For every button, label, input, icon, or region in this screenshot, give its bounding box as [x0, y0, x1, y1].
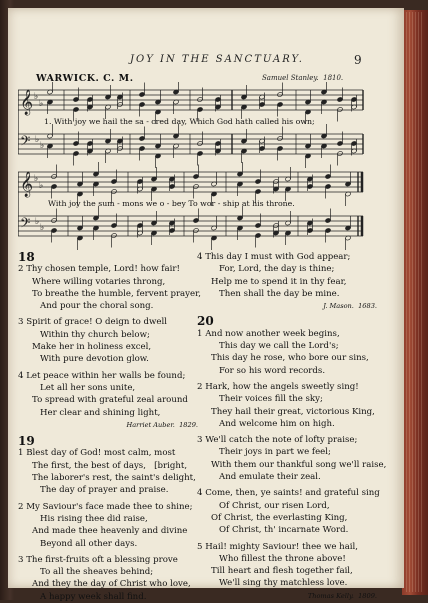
verse-line: Who fillest the throne above! — [219, 553, 346, 564]
verse-line: And welcome him on high. — [219, 418, 335, 429]
treble-clef-icon: 𝄞 — [20, 90, 34, 115]
music-score — [18, 82, 368, 250]
verse-line: 2 My Saviour's face made thee to shine; — [18, 501, 193, 512]
hymn-number-20: 20 — [197, 314, 214, 329]
verse-line: With them our thankful song we'll raise, — [211, 459, 387, 470]
lyric-line-2: With joy the sum - mons we o - bey To wor - ship at his throne. — [48, 199, 295, 208]
verse-line: Where willing votaries throng, — [32, 276, 166, 287]
author-attribution: J. Mason. 1683. — [323, 302, 377, 311]
author-attribution: Thomas Kelly. 1809. — [307, 591, 377, 600]
verse-line: For, Lord, the day is thine; — [219, 264, 335, 275]
verse-line: Then shall the day be mine. — [219, 288, 340, 299]
staff-bass-2 — [18, 216, 363, 236]
verse-line: For so his word records. — [219, 365, 326, 376]
svg-text:♭: ♭ — [40, 141, 45, 151]
verse-line: 4 Let peace within her walls be found; — [18, 370, 186, 381]
lyric-line-1: 1. With joy we hail the sa - cred day, Which God hath called his own; — [44, 117, 315, 126]
verse-line: And pour the choral song. — [40, 301, 154, 312]
verse-line: Beyond all other days. — [40, 538, 138, 549]
svg-text:♭: ♭ — [39, 99, 44, 109]
verse-line: The first, the best of days, [bright, — [32, 460, 188, 471]
svg-text:♭: ♭ — [34, 174, 39, 184]
treble-clef-icon: 𝄞 — [20, 172, 34, 197]
bass-clef-icon: 𝄢 — [20, 133, 31, 152]
verse-line: 4 This day I must with God appear; — [197, 252, 351, 262]
verse-line: 2 Hark, how the angels sweetly sing! — [197, 381, 359, 392]
hymn-number-18: 18 — [18, 250, 35, 264]
verse-line: And emulate their zeal. — [219, 472, 321, 483]
staff-treble-1 — [18, 90, 363, 110]
verse-line: His rising thee did raise, — [40, 513, 148, 524]
svg-text:♭: ♭ — [35, 135, 40, 145]
verse-line: 2 Thy chosen temple, Lord! how fair! — [18, 264, 180, 275]
verse-line: 3 Spirit of grace! O deign to dwell — [18, 317, 167, 328]
verse-line: With pure devotion glow. — [40, 354, 149, 365]
svg-text:♭: ♭ — [34, 92, 39, 102]
verse-line: 5 Hail! mighty Saviour! thee we hail, — [197, 541, 359, 552]
staff-treble-2 — [18, 172, 363, 192]
verse-line: Of Christ, our risen Lord, — [219, 500, 330, 511]
verse-line: Till heart and flesh together fail, — [211, 566, 353, 577]
left-column — [18, 250, 202, 603]
hymn-number-19: 19 — [18, 434, 35, 449]
verse-line: Help me to spend it in thy fear, — [211, 276, 347, 287]
verse-line: Their joys in part we feel; — [219, 447, 331, 458]
verse-line: Her clear and shining light, — [40, 407, 161, 418]
verse-line: This day he rose, who bore our sins, — [211, 353, 369, 364]
staff-bass-1 — [18, 134, 363, 154]
verse-line: Of Christ, th' incarnate Word. — [219, 525, 349, 536]
verse-line: This day we call the Lord's; — [219, 341, 339, 352]
tune-name: WARWICK. C. M. — [36, 73, 134, 84]
verse-line: We'll sing thy matchless love. — [219, 578, 348, 589]
verse-line: To all the sheaves behind; — [40, 567, 154, 578]
right-column — [197, 251, 387, 602]
verse-line: They hail their great, victorious King, — [211, 406, 375, 417]
verse-line: To spread with grateful zeal around — [32, 395, 188, 406]
verse-line: 3 The first-fruits oft a blessing prove — [18, 554, 178, 565]
verse-line: 1 Blest day of God! most calm, most — [18, 448, 176, 459]
svg-text:♭: ♭ — [39, 181, 44, 191]
verse-line: The day of prayer and praise. — [40, 485, 169, 496]
verse-line: 1 And now another week begins, — [197, 328, 340, 339]
verse-line: 4 Come, then, ye saints! and grateful sing — [197, 488, 380, 499]
bass-clef-icon: 𝄢 — [20, 215, 31, 234]
verse-line: 3 We'll catch the note of lofty praise; — [197, 435, 358, 446]
page-edge-lines — [406, 12, 424, 592]
page-number: 9 — [354, 53, 362, 67]
svg-text:♭: ♭ — [40, 223, 45, 233]
running-title: JOY IN THE SANCTUARY. — [130, 54, 304, 65]
verse-line: Make her in holiness excel, — [32, 342, 152, 353]
verse-line: Let all her sons unite, — [40, 382, 136, 393]
verse-line: To breathe the humble, fervent prayer, — [32, 288, 202, 299]
author-attribution: Harriet Auber. 1829. — [126, 420, 198, 429]
verse-line: Their voices fill the sky; — [219, 394, 323, 405]
verse-line: Of Christ, the everlasting King, — [211, 512, 348, 523]
verse-line: The laborer's rest, the saint's delight, — [32, 473, 196, 484]
tune-composer: Samuel Stanley. 1810. — [262, 74, 344, 82]
verse-line: And made thee heavenly and divine — [32, 526, 188, 537]
svg-text:♭: ♭ — [35, 217, 40, 227]
verse-line: Within thy church below; — [40, 329, 150, 340]
verse-line: And they the day of Christ who love, — [32, 579, 191, 590]
verse-line: A happy week shall find. — [40, 591, 147, 602]
